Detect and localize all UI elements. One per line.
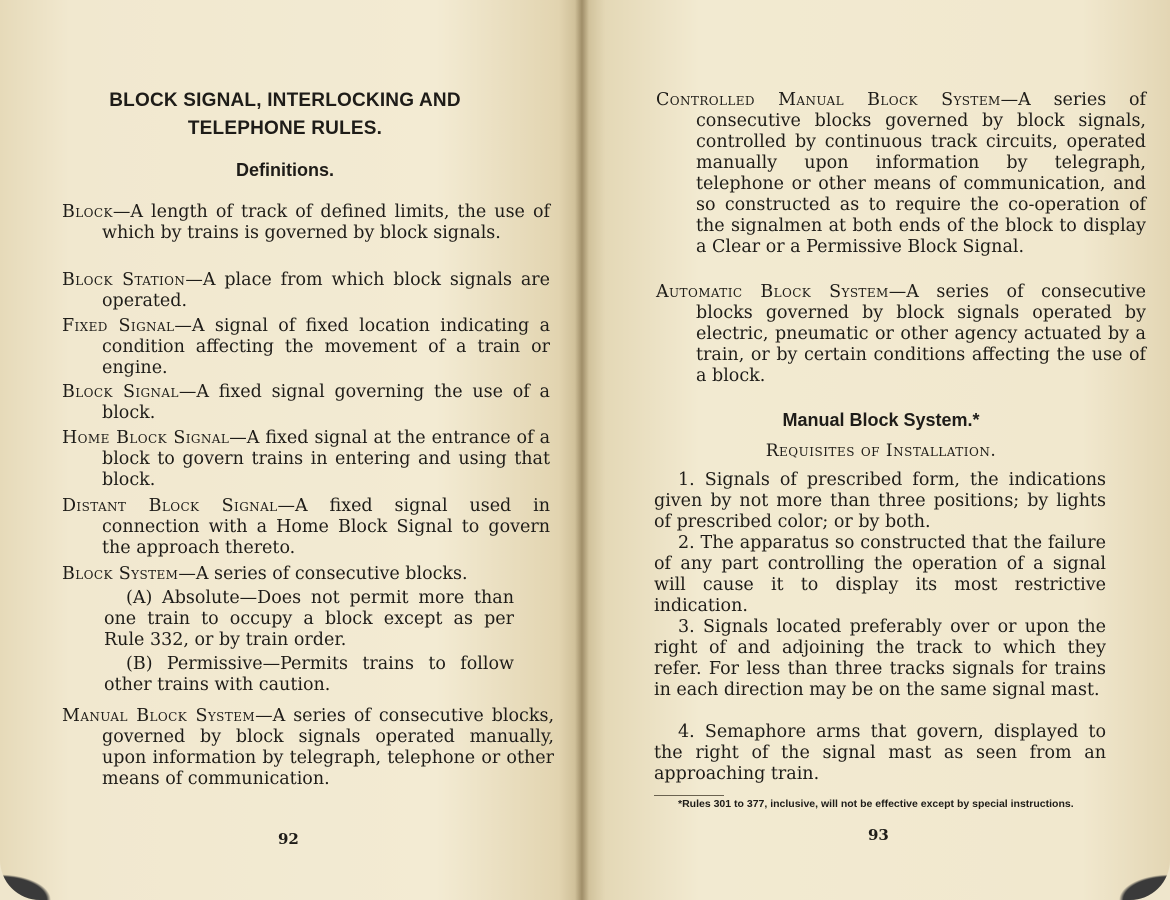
footnote-rule [654,795,724,796]
manual-block-heading: Manual Block System.* [782,410,980,430]
definition-distant-block-signal [62,496,550,559]
right-page [582,0,1170,900]
definition-block [62,202,550,244]
definition-term: Home Block Signal [62,428,230,448]
block-system-permissive: (B) Permissive—Permits trains to follow other trains with caution. [104,654,514,695]
definition-text: —A series of consecutive blocks, governed by block signals operated manually, upon information by telegraph, telephone or other means of communication. [102,706,555,789]
page-title-line-2: TELEPHONE RULES. [187,118,383,139]
definition-term: Block Signal [62,382,179,402]
definition-term: Block [62,202,113,222]
requisites-heading: Requisites of Installation. [765,441,997,461]
definition-block-signal [62,382,550,424]
definition-text: —A fixed signal governing the use of a block. [102,382,550,423]
definition-controlled-manual-block-system [656,90,1146,258]
definition-text: —A series of consecutive blocks governed by block signals, controlled by continuous track circuits, operated manually upon information by telegraph, telephone or other means of communication, and so constructed as to require the co-operation of the signalmen at both ends of the block to display a Clear or a Permissive Block Signal. [696,90,1146,257]
definition-term: Automatic Block System [656,282,889,302]
requisite-item: 3. Signals located preferably over or upon the right of and adjoining the track to which they refer. For less than three tracks signals for trains in each direction may be on the same signal mast. [654,617,1106,700]
definition-text: —A fixed signal used in connection with a Home Block Signal to govern the approach thereto. [102,496,550,558]
page-corner [1110,870,1170,900]
page-corner [0,870,60,900]
definition-block-station [62,270,550,312]
definitions-heading: Definitions. [236,160,334,180]
footnote: *Rules 301 to 377, inclusive, will not be effective except by special instructions. [678,798,1074,810]
requisite-item: 2. The apparatus so constructed that the failure of any part controlling the operation of a signal will cause it to display its most restrictive indication. [654,533,1106,616]
requisite-item: 1. Signals of prescribed form, the indications given by not more than three positions; by lights of prescribed color; or by both. [654,470,1106,532]
book-gutter [575,0,589,900]
block-system-absolute: (A) Absolute—Does not permit more than one train to occupy a block except as per Rule 332, or by train order. [104,588,514,650]
definition-automatic-block-system [656,282,1146,387]
definition-text: —A series of consecutive blocks. [178,564,468,584]
definition-term: Block System [62,564,179,584]
definition-text: —A series of consecutive blocks governed by block signals operated by electric, pneumatic or other agency actuated by a train, or by certain conditions affecting the use of a block. [696,282,1146,386]
definition-text: —A place from which block signals are operated. [102,270,550,311]
definition-home-block-signal [62,428,550,491]
definition-text: —A fixed signal at the entrance of a block to govern trains in entering and using that block. [102,428,550,490]
definition-term: Block Station [62,270,186,290]
definition-block-system [62,564,554,585]
definition-term: Manual Block System [62,706,256,726]
page-number: 92 [278,830,299,848]
page-number: 93 [868,826,889,844]
definition-term: Controlled Manual Block System [656,90,1001,110]
page-title-line-1: BLOCK SIGNAL, INTERLOCKING AND [109,90,461,111]
left-page [0,0,582,900]
definition-term: Fixed Signal [62,316,175,336]
definition-text: —A length of track of defined limits, the use of which by trains is governed by block signals. [102,202,550,243]
requisite-item: 4. Semaphore arms that govern, displayed to the right of the signal mast as seen from an approaching train. [654,722,1106,784]
definition-fixed-signal [62,316,550,379]
definition-term: Distant Block Signal [62,496,278,516]
definition-text: —A signal of fixed location indicating a condition affecting the movement of a train or engine. [102,316,551,378]
definition-manual-block-system [62,706,554,790]
